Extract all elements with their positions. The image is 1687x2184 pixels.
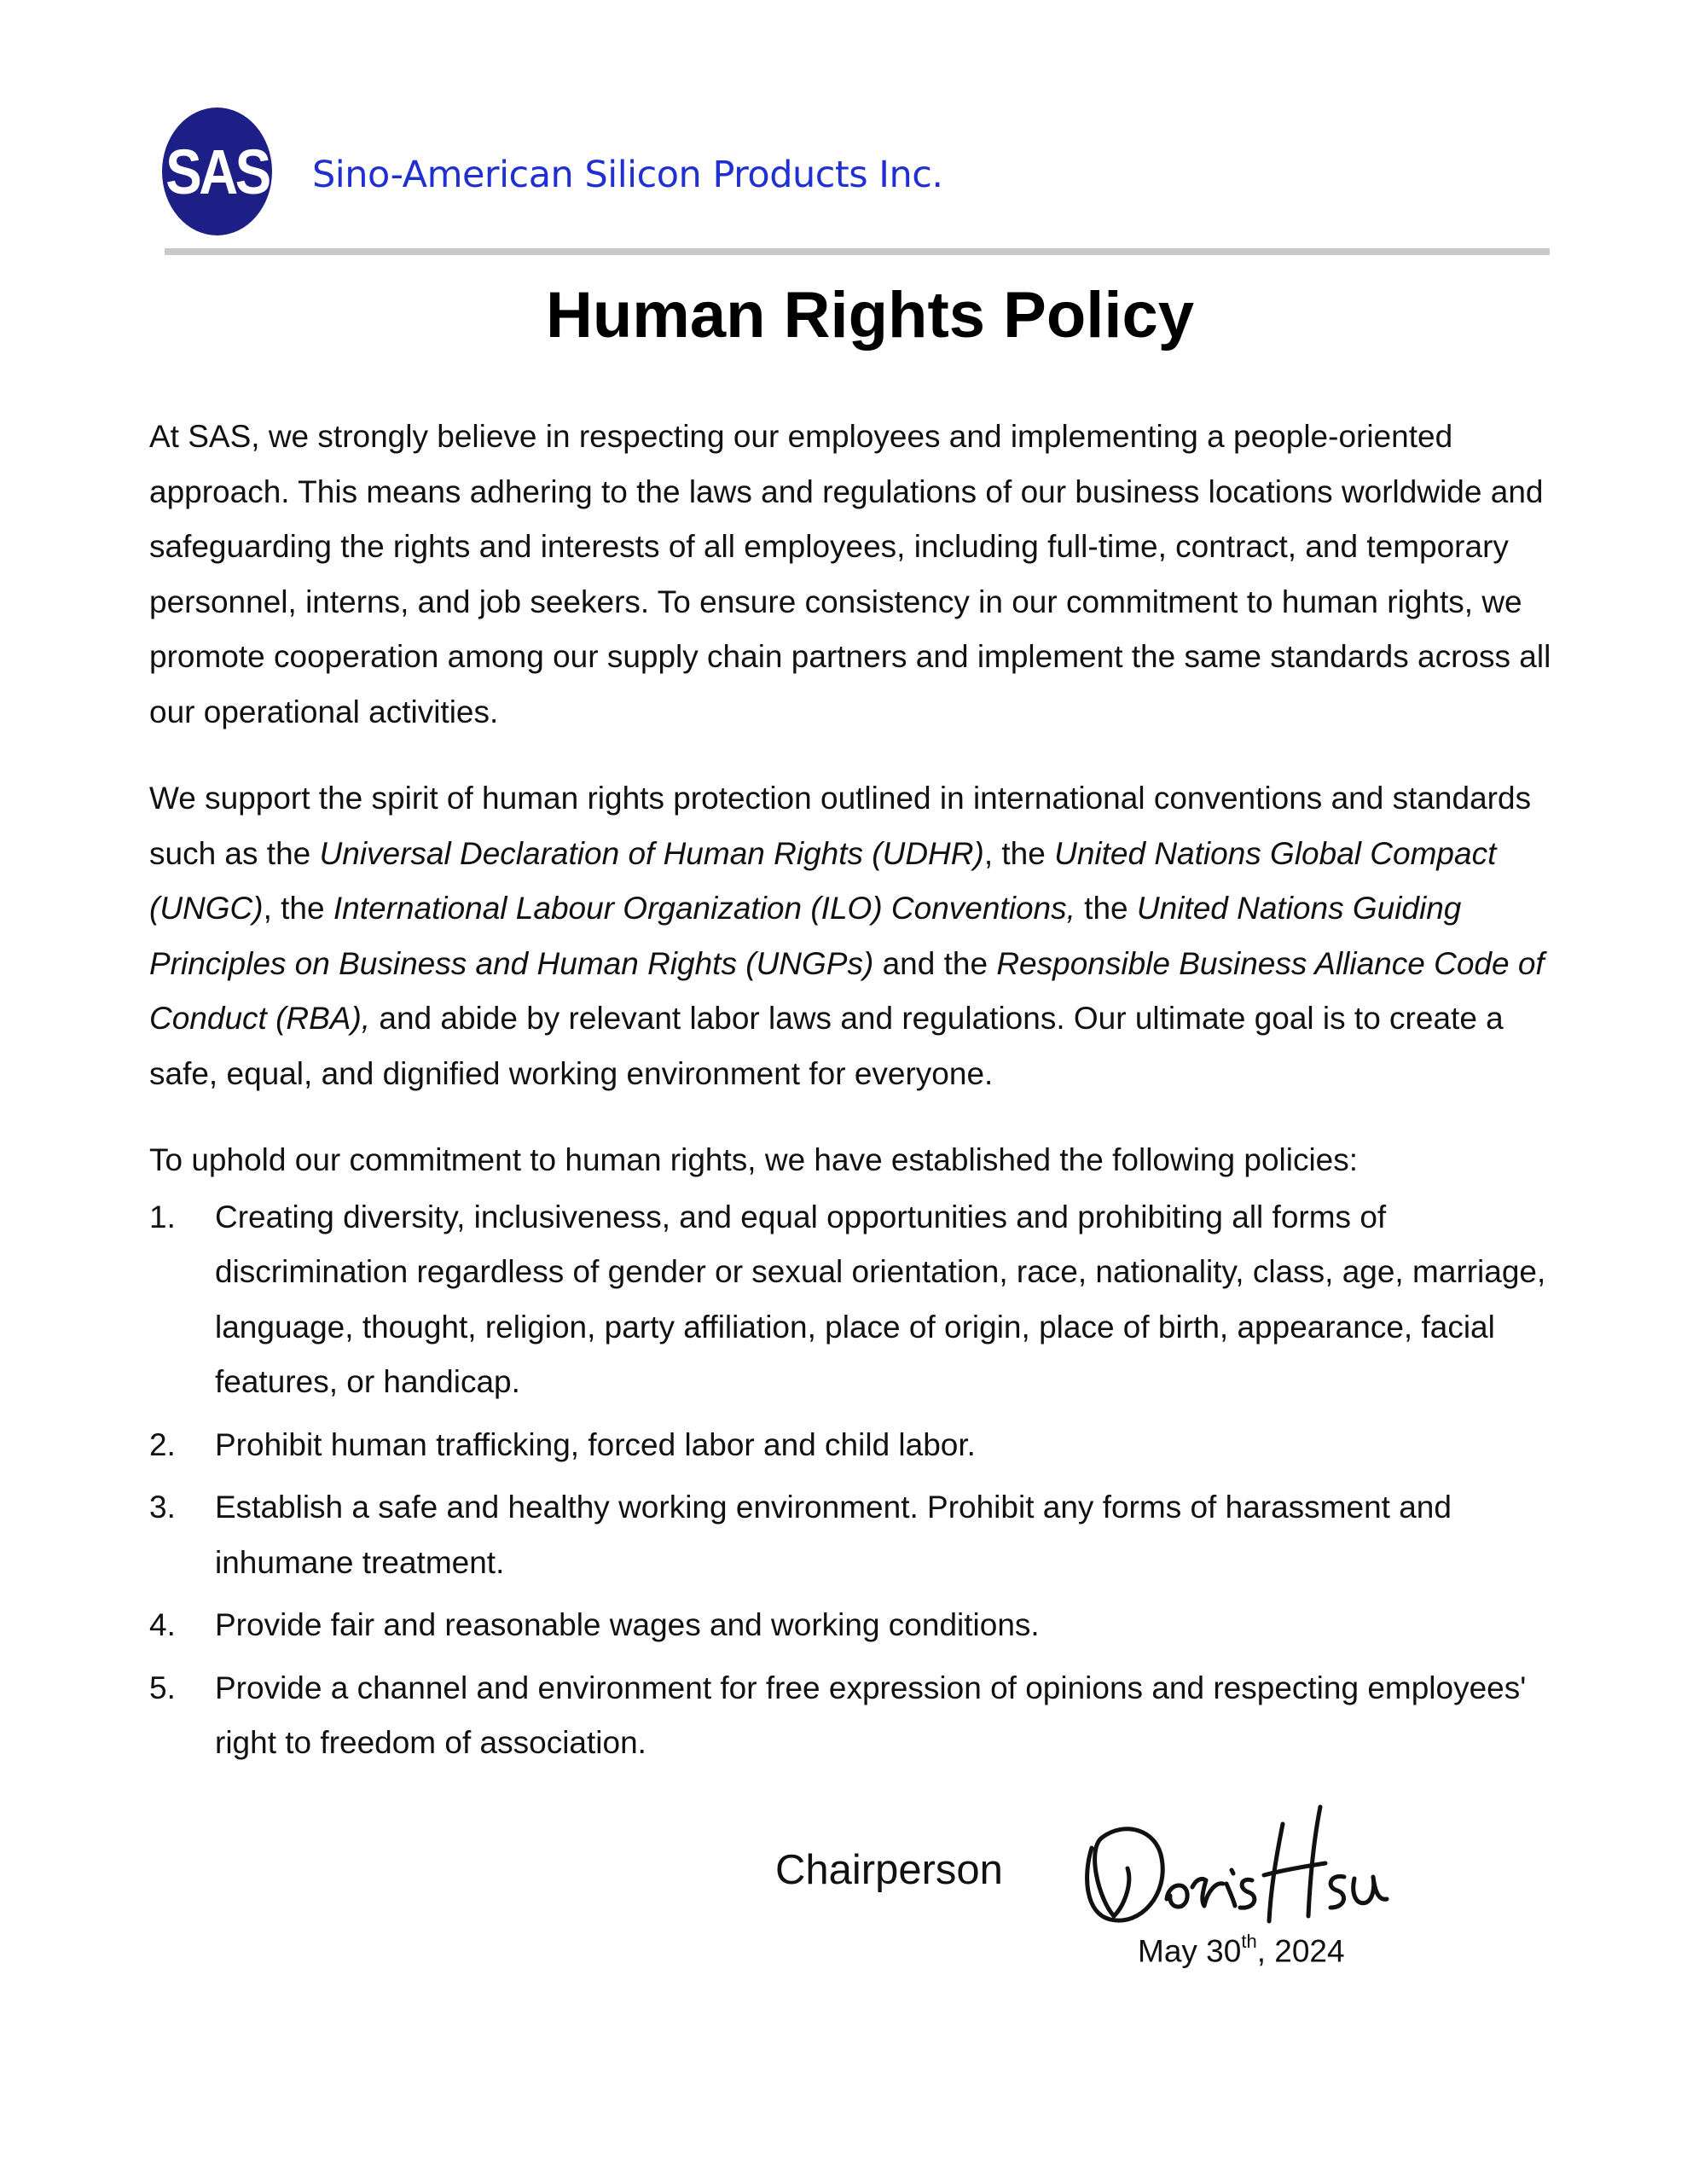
policy-list [149, 1190, 1552, 1771]
text-run: , the [263, 891, 333, 926]
date-year: , 2024 [1256, 1933, 1345, 1969]
header-divider [165, 248, 1550, 255]
policy-text: Establish a safe and healthy working environment. Prohibit any forms of harassment and inhumane treatment. [215, 1490, 1452, 1580]
text-run: and the [873, 945, 997, 981]
policy-item [149, 1480, 1552, 1590]
policy-item [149, 1598, 1552, 1653]
policy-text: Provide fair and reasonable wages and working conditions. [215, 1607, 1040, 1642]
company-logo [162, 107, 272, 235]
company-name: Sino-American Silicon Products Inc. [312, 154, 943, 196]
policy-item [149, 1190, 1552, 1410]
text-run: and abide by relevant labor laws and regulations. Our ultimate goal is to create a safe, equal, and dignified working environment for everyone. [149, 1001, 1504, 1091]
signatory-title: Chairperson [775, 1847, 1003, 1893]
text-run: We support the spirit of human rights protection outlined in international conventions and standards such as the [149, 781, 1532, 871]
text-run: , the [983, 835, 1055, 871]
ilo-reference: International Labour Organization (ILO) Conventions, [333, 891, 1075, 926]
policy-number: 2. [149, 1426, 176, 1462]
udhr-reference: Universal Declaration of Human Rights (UDHR) [319, 835, 984, 871]
policy-item [149, 1661, 1552, 1771]
text-run: the [1075, 891, 1137, 926]
policy-body [149, 410, 1552, 1779]
policy-number: 3. [149, 1490, 176, 1525]
intro-paragraph: At SAS, we strongly believe in respecting our employees and implementing a people-oriented approach. This means adhering to the laws and regulations of our business locations worldwide and safeguarding the rights and interests of all employees, including full-time, contract, and temporary personnel, interns, and job seekers. To ensure consistency in our commitment to human rights, we promote cooperation among our supply chain partners and implement the same standards across all our operational activities. [149, 419, 1551, 729]
chairperson-signature [1073, 1798, 1399, 1935]
ungps-reference: United Nations Guiding Principles on Business and Human Rights (UNGPs) [149, 891, 1462, 981]
policy-text: Provide a channel and environment for free expression of opinions and respecting employees' right to freedom of association. [215, 1670, 1527, 1760]
date-text: May 30 [1138, 1933, 1242, 1969]
policy-item [149, 1418, 1552, 1473]
logo-text: SAS [165, 136, 269, 207]
policy-text: Prohibit human trafficking, forced labor and child labor. [215, 1426, 976, 1462]
page-title: Human Rights Policy [545, 279, 1195, 351]
conventions-paragraph [149, 771, 1552, 1101]
policies-intro: To uphold our commitment to human rights, we have established the following policies: [149, 1142, 1359, 1177]
rba-reference: Responsible Business Alliance Code of Conduct (RBA), [149, 945, 1545, 1036]
date-ordinal: th [1241, 1931, 1257, 1952]
ungc-reference: United Nations Global Compact (UNGC) [149, 835, 1497, 926]
letterhead [162, 109, 943, 234]
signature-date [1138, 1933, 1345, 1969]
policy-text: Creating diversity, inclusiveness, and equal opportunities and prohibiting all forms of discrimination regardless of gender or sexual orientation, race, nationality, class, age, marriage, language, thought, religion, party affiliation, place of origin, place of birth, appearance, facial features, or handicap. [215, 1199, 1546, 1399]
policy-number: 1. [149, 1199, 176, 1234]
policy-number: 4. [149, 1607, 176, 1642]
policy-number: 5. [149, 1670, 176, 1705]
